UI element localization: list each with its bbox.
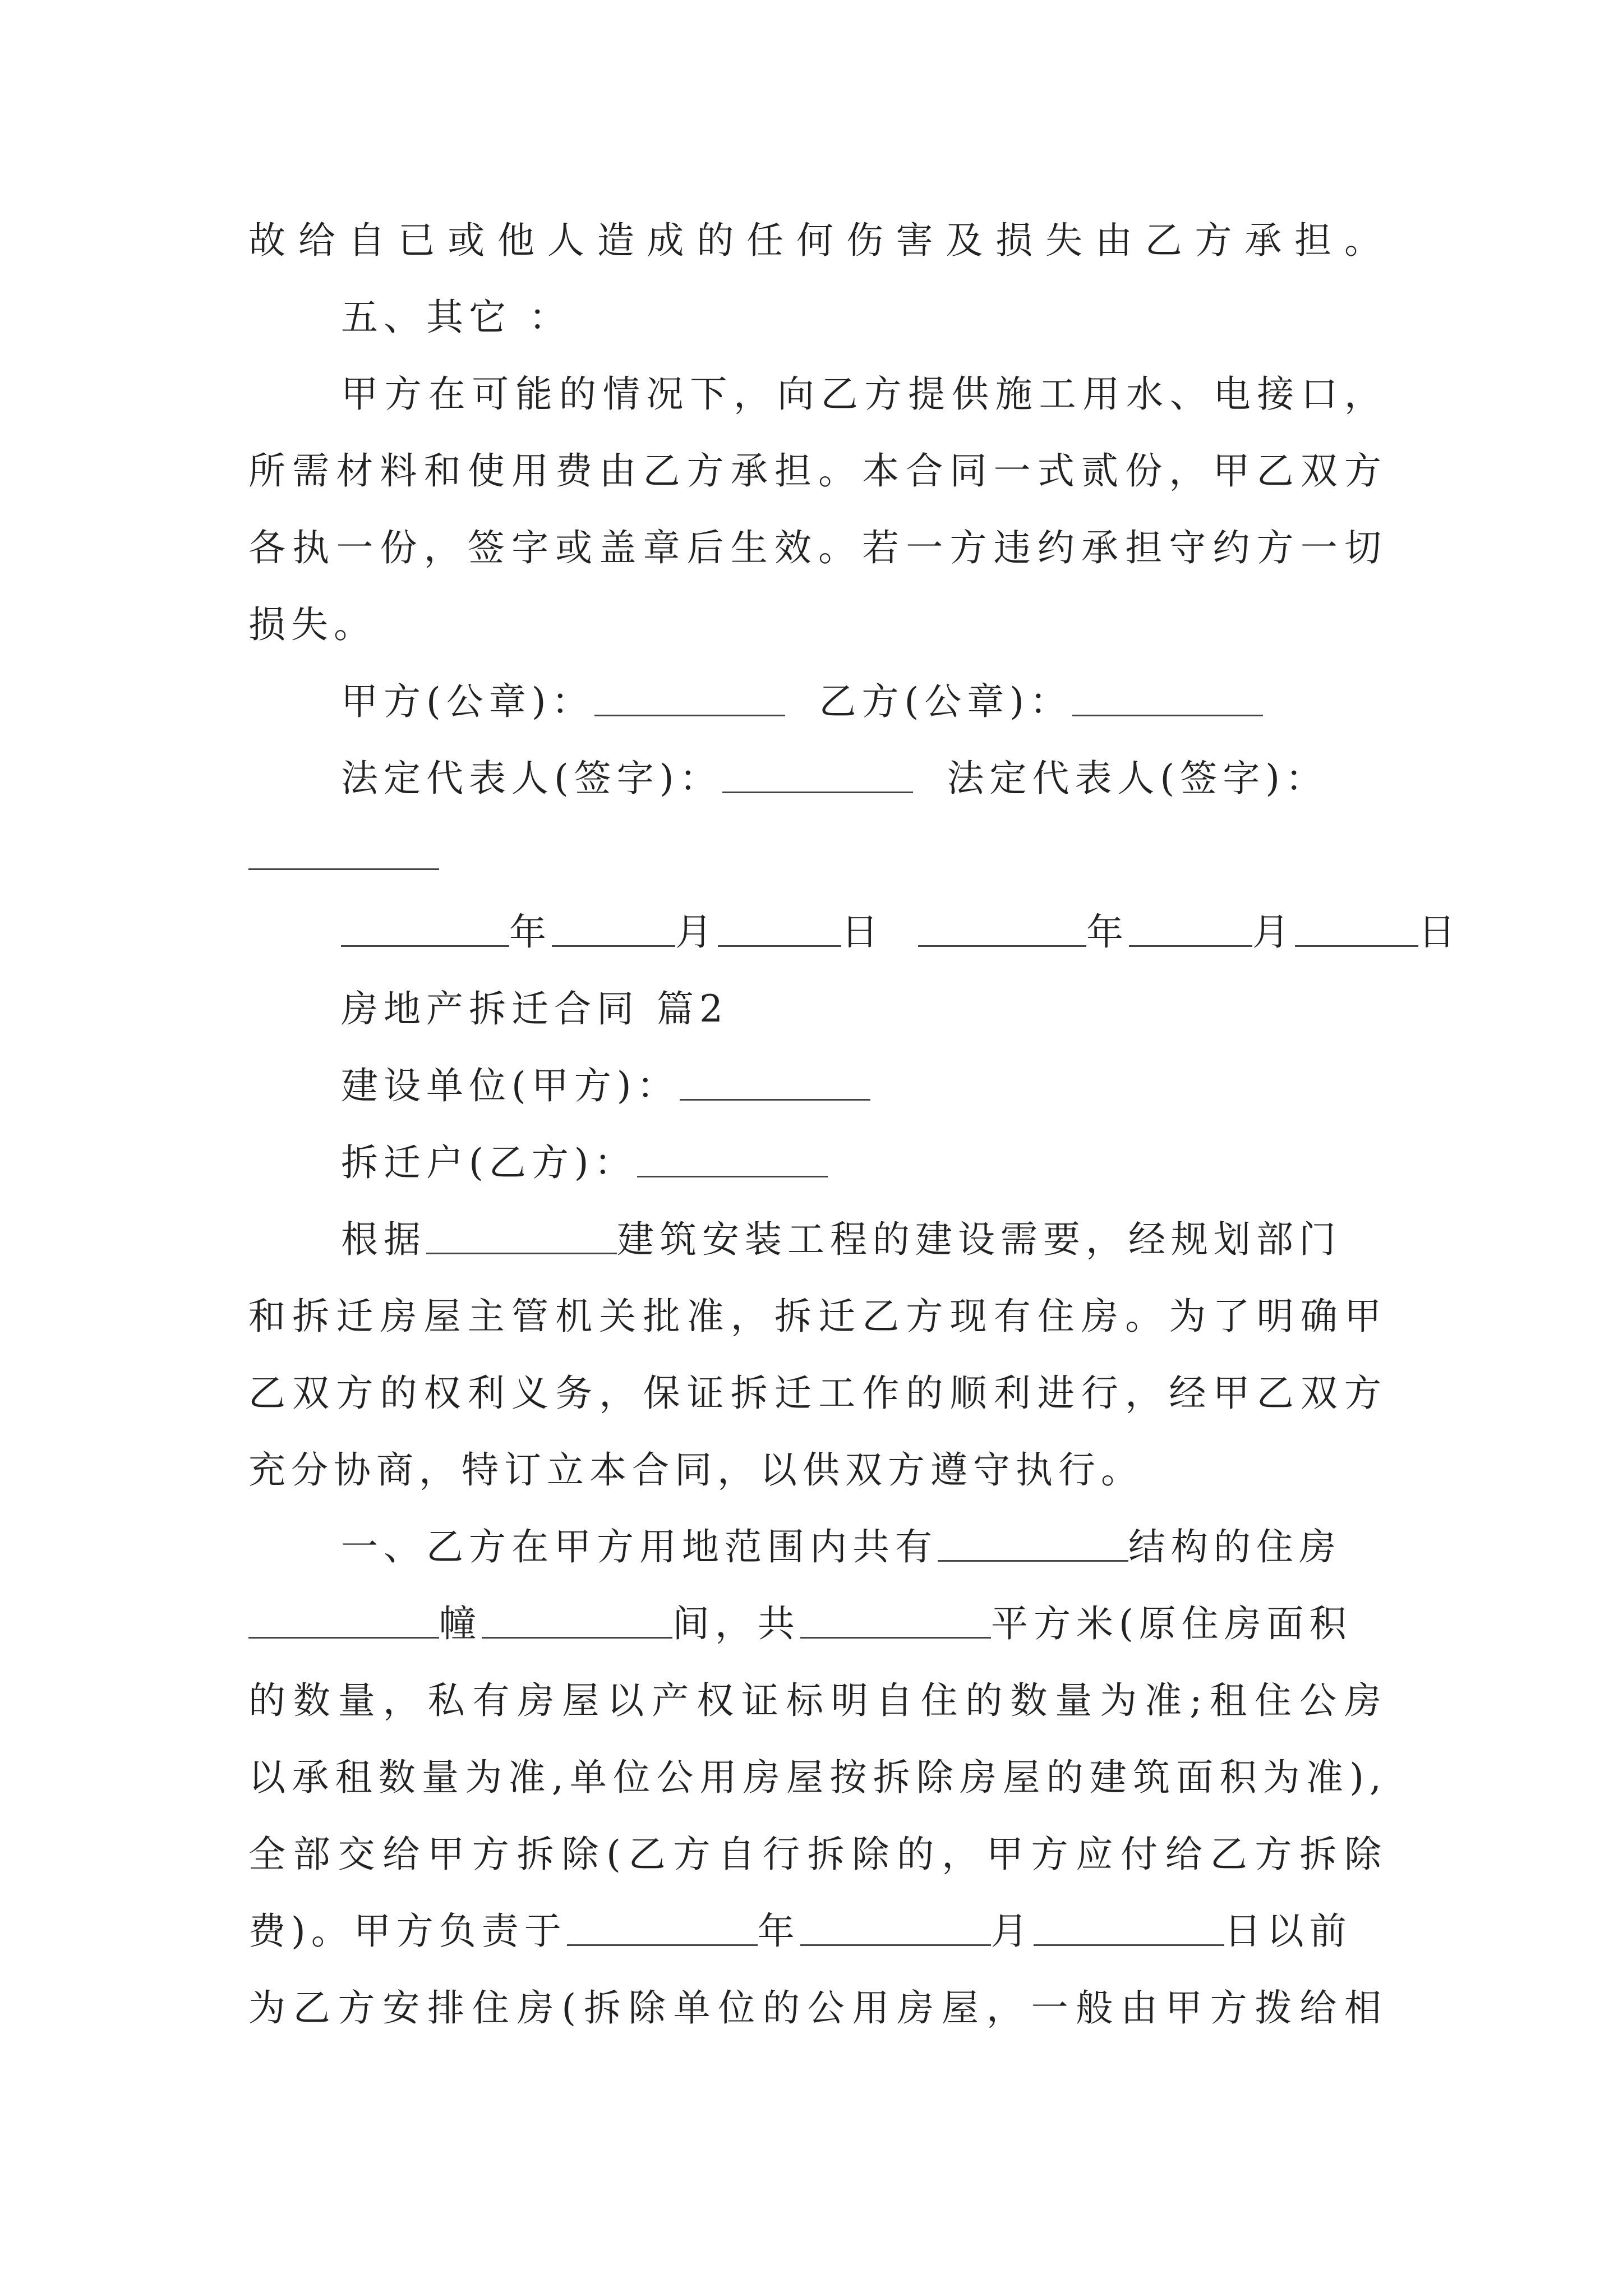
paragraph-line xyxy=(248,1816,1387,1893)
text: 全部交给甲方拆除(乙方自行拆除的，甲方应付给乙方拆除 xyxy=(248,1833,1387,1876)
party-a-seal-label: 甲方(公章)： xyxy=(341,680,594,723)
paragraph-line xyxy=(248,1585,1387,1662)
text: 以承租数量为准,单位公用房屋按拆除房屋的建筑面积为准), xyxy=(248,1756,1387,1799)
text: 平方米(原住房面积 xyxy=(991,1602,1352,1645)
contract-title: 房地产拆迁合同 篇2 xyxy=(341,987,728,1030)
text: 为乙方安排住房(拆除单位的公用房屋，一般由甲方拨给相 xyxy=(248,1986,1387,2030)
text: 一、乙方在甲方用地范围内共有 xyxy=(341,1525,938,1568)
paragraph-line xyxy=(248,1662,1387,1739)
party-b-representative-blank[interactable] xyxy=(248,837,439,870)
paragraph-line xyxy=(248,1893,1387,1970)
paragraph-line xyxy=(248,1278,1387,1355)
text: 幢 xyxy=(439,1602,482,1645)
paragraph-line xyxy=(248,1508,1387,1585)
party-b-blank[interactable] xyxy=(637,1144,828,1177)
project-blank[interactable] xyxy=(426,1221,617,1254)
paragraph-line xyxy=(248,509,1387,586)
text: 乙双方的权利义务，保证拆迁工作的顺利进行，经甲乙双方 xyxy=(248,1372,1387,1415)
text: 间，共 xyxy=(672,1602,800,1645)
paragraph-line xyxy=(248,1201,1387,1278)
text: 五、其它 ： xyxy=(341,296,571,339)
day-label: 日 xyxy=(1418,910,1461,954)
paragraph-line xyxy=(248,1432,1387,1508)
text: 月 xyxy=(990,1910,1034,1953)
date-line xyxy=(248,894,1461,970)
signature-line-seal xyxy=(248,663,1387,740)
deadline-day-blank[interactable] xyxy=(1034,1913,1224,1946)
party-line xyxy=(248,1124,1387,1201)
paragraph-line xyxy=(248,1355,1387,1432)
year-blank[interactable] xyxy=(918,914,1086,947)
party-b-label: 拆迁户(乙方)： xyxy=(341,1141,637,1184)
month-blank[interactable] xyxy=(1129,914,1252,947)
text: 损失。 xyxy=(248,603,376,646)
paragraph-line xyxy=(248,356,1387,432)
year-label: 年 xyxy=(1086,910,1129,954)
text: 所需材料和使用费由乙方承担。本合同一式贰份，甲乙双方 xyxy=(248,449,1387,493)
year-label: 年 xyxy=(509,910,552,954)
area-blank[interactable] xyxy=(800,1605,991,1639)
text: 甲方在可能的情况下，向乙方提供施工用水、电接口， xyxy=(341,372,1387,416)
text: 根据 xyxy=(341,1218,426,1261)
section-title xyxy=(248,970,1387,1047)
text: 故给自已或他人造成的任何伤害及损失由乙方承担。 xyxy=(248,219,1387,262)
paragraph-line xyxy=(248,1739,1387,1816)
party-b-seal-blank[interactable] xyxy=(1072,683,1263,716)
year-blank[interactable] xyxy=(341,914,509,947)
party-a-representative-blank[interactable] xyxy=(722,760,913,793)
day-label: 日 xyxy=(841,910,884,954)
text: 各执一份，签字或盖章后生效。若一方违约承担守约方一切 xyxy=(248,526,1387,569)
paragraph-line xyxy=(248,202,1387,279)
text: 建筑安装工程的建设需要，经规划部门 xyxy=(617,1218,1341,1261)
room-count-blank[interactable] xyxy=(482,1605,672,1639)
deadline-month-blank[interactable] xyxy=(800,1913,991,1946)
signature-line-representative xyxy=(248,740,1387,817)
party-b-seal-label: 乙方(公章)： xyxy=(819,680,1072,723)
party-a-label: 建设单位(甲方)： xyxy=(341,1064,680,1107)
month-label: 月 xyxy=(1252,910,1295,954)
section-heading xyxy=(248,279,1387,356)
paragraph-line xyxy=(248,432,1387,509)
text: 结构的住房 xyxy=(1128,1525,1341,1568)
text: 年 xyxy=(757,1910,800,1953)
deadline-year-blank[interactable] xyxy=(567,1913,758,1946)
text: 和拆迁房屋主管机关批准，拆迁乙方现有住房。为了明确甲 xyxy=(248,1295,1387,1338)
month-label: 月 xyxy=(675,910,718,954)
day-blank[interactable] xyxy=(718,914,841,947)
party-a-representative-label: 法定代表人(签字)： xyxy=(341,757,722,800)
structure-blank[interactable] xyxy=(938,1529,1128,1562)
party-b-representative-label: 法定代表人(签字)： xyxy=(947,757,1328,800)
paragraph-line xyxy=(248,586,1387,663)
party-a-seal-blank[interactable] xyxy=(594,683,785,716)
building-count-blank[interactable] xyxy=(248,1605,439,1639)
party-a-blank[interactable] xyxy=(680,1068,870,1101)
signature-line-continuation xyxy=(248,817,1387,894)
text: 费)。甲方负责于 xyxy=(248,1910,567,1953)
text: 日以前 xyxy=(1224,1910,1352,1953)
text: 的数量，私有房屋以产权证标明自住的数量为准;租住公房 xyxy=(248,1679,1387,1722)
month-blank[interactable] xyxy=(552,914,675,947)
day-blank[interactable] xyxy=(1295,914,1418,947)
paragraph-line xyxy=(248,1970,1387,2046)
document-body xyxy=(248,202,1461,2046)
text: 充分协商，特订立本合同，以供双方遵守执行。 xyxy=(248,1448,1144,1492)
party-line xyxy=(248,1047,1387,1124)
